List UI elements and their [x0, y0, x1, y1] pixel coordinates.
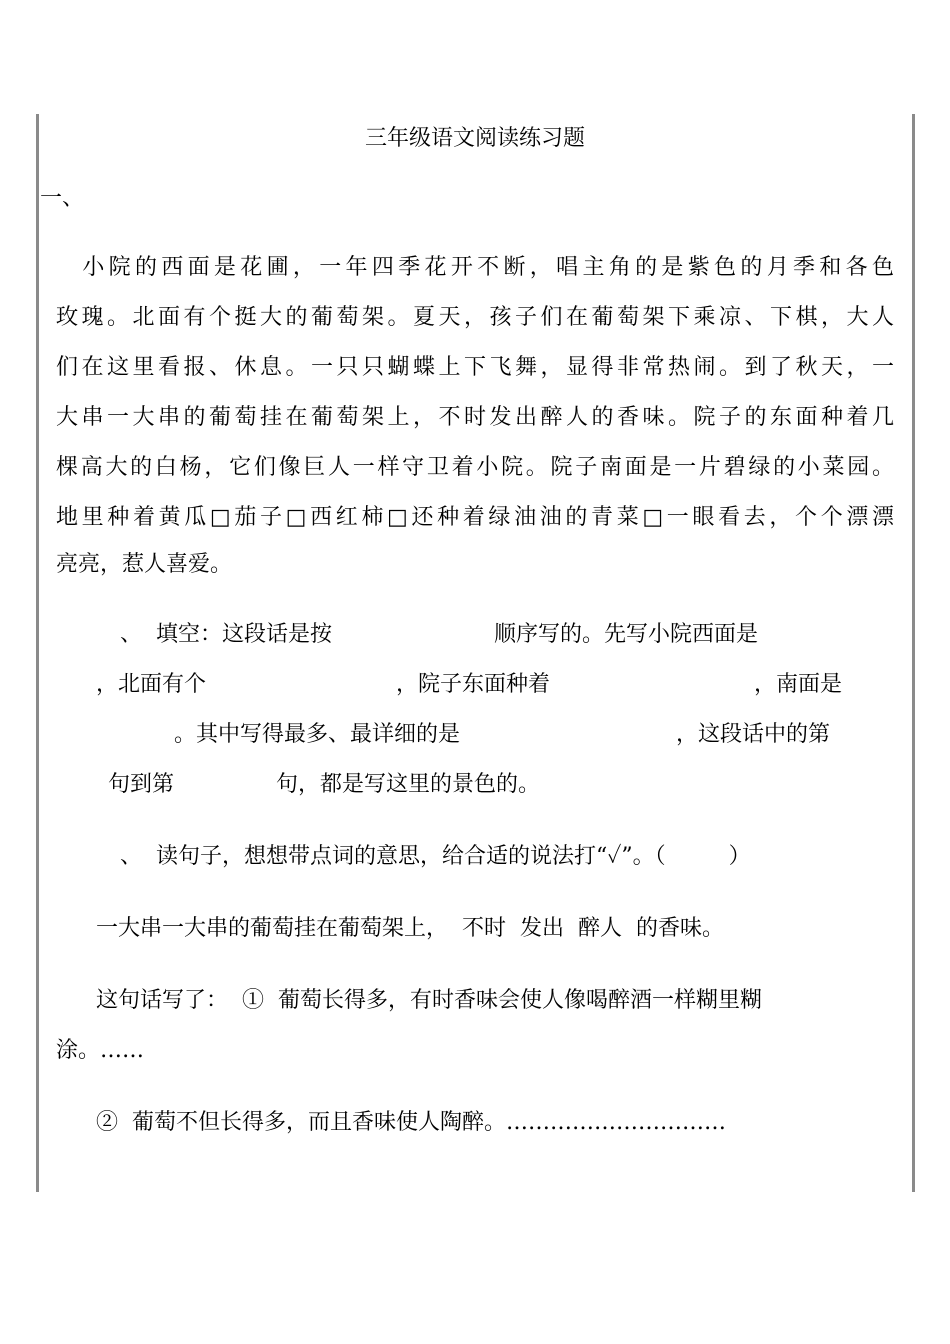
left-margin-line	[36, 114, 39, 1192]
q1-text: 。其中写得最多、最详细的是	[174, 722, 461, 747]
passage-line: 小院的西面是花圃，一年四季花开不断，唱主角的是紫色的月季和各色	[56, 255, 894, 280]
q2-sentence: 一大串一大串的葡萄挂在葡萄架上， 不时 发出 醉人 的香味。	[96, 916, 724, 941]
passage-line: 亮亮，惹人喜爱。	[56, 552, 233, 577]
right-margin-line	[912, 114, 915, 1192]
q1-text: ，院子东面种着	[396, 672, 551, 697]
passage-line: 地里种着黄瓜□茄子□西红柿□还种着绿油油的青菜□一眼看去，个个漂漂	[56, 505, 894, 530]
q2-option-2: ② 葡萄不但长得多，而且香味使人陶醉。…………………………	[96, 1110, 726, 1135]
q1-text: ，南面是	[754, 672, 843, 697]
q2-option-1: 这句话写了： ① 葡萄长得多，有时香味会使人像喝醉酒一样糊里糊	[96, 988, 762, 1013]
q1-text: 句，都是写这里的景色的。	[276, 772, 541, 797]
q1-text: 、 填空：这段话是按	[120, 622, 332, 647]
q1-text: 顺序写的。先写小院西面是	[494, 622, 759, 647]
passage-line: 大串一大串的葡萄挂在葡萄架上，不时发出醉人的香味。院子的东面种着几	[56, 405, 894, 430]
passage-line: 们在这里看报、休息。一只只蝴蝶上下飞舞，显得非常热闹。到了秋天，一	[56, 355, 894, 380]
q2-prompt: 、 读句子，想想带点词的意思，给合适的说法打“✓”。（ ）	[120, 844, 751, 869]
passage-line: 棵高大的白杨，它们像巨人一样守卫着小院。院子南面是一片碧绿的小菜园。	[56, 455, 894, 480]
q1-text: 句到第	[108, 772, 175, 797]
q1-text: ，这段话中的第	[676, 722, 831, 747]
passage-line: 玫瑰。北面有个挺大的葡萄架。夏天，孩子们在葡萄架下乘凉、下棋，大人	[56, 305, 894, 330]
q2-option-1-cont: 涂。……	[56, 1038, 145, 1063]
section-label: 一、	[40, 186, 85, 211]
page-title: 三年级语文阅读练习题	[364, 126, 585, 151]
q1-text: ，北面有个	[96, 672, 207, 697]
